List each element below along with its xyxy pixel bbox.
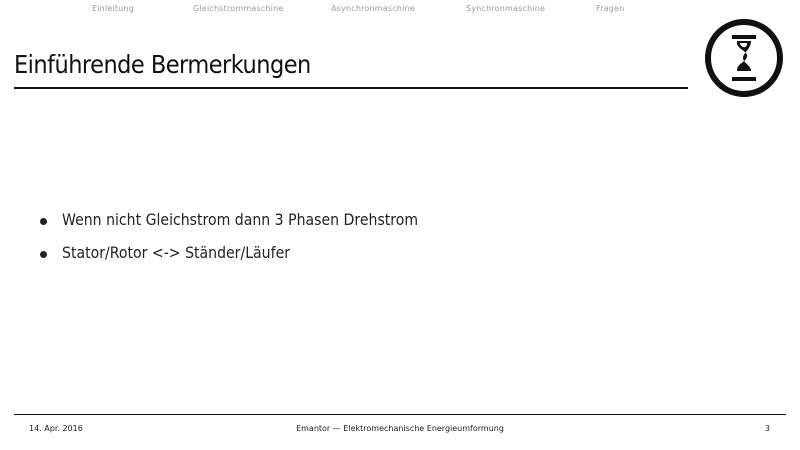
slide-footer [0, 424, 800, 438]
footer-divider [14, 414, 786, 415]
page-number: 3 [764, 424, 770, 433]
footer-date: 14. Apr. 2016 [29, 424, 83, 433]
footer-title: Emantor — Elektromechanische Energieumformung [296, 424, 504, 433]
nav-item-einleitung[interactable]: Einleitung [92, 4, 135, 13]
bullet-dot-icon [40, 218, 47, 225]
nav-item-gleichstrommaschine[interactable]: Gleichstrommaschine [193, 4, 284, 13]
bullet-dot-icon [40, 251, 47, 258]
nav-item-synchronmaschine[interactable]: Synchronmaschine [466, 4, 546, 13]
nav-item-asynchronmaschine[interactable]: Asynchronmaschine [331, 4, 415, 13]
title-divider [14, 87, 688, 89]
hourglass-s-logo-icon [703, 17, 785, 99]
bullet-text: Stator/Rotor <-> Ständer/Läufer [62, 243, 291, 262]
nav-item-fragen[interactable]: Fragen [596, 4, 625, 13]
slide-title: Einführende Bermerkungen [14, 50, 311, 79]
section-navigation [0, 4, 800, 18]
bullet-text: Wenn nicht Gleichstrom dann 3 Phasen Drehstrom [62, 210, 419, 229]
